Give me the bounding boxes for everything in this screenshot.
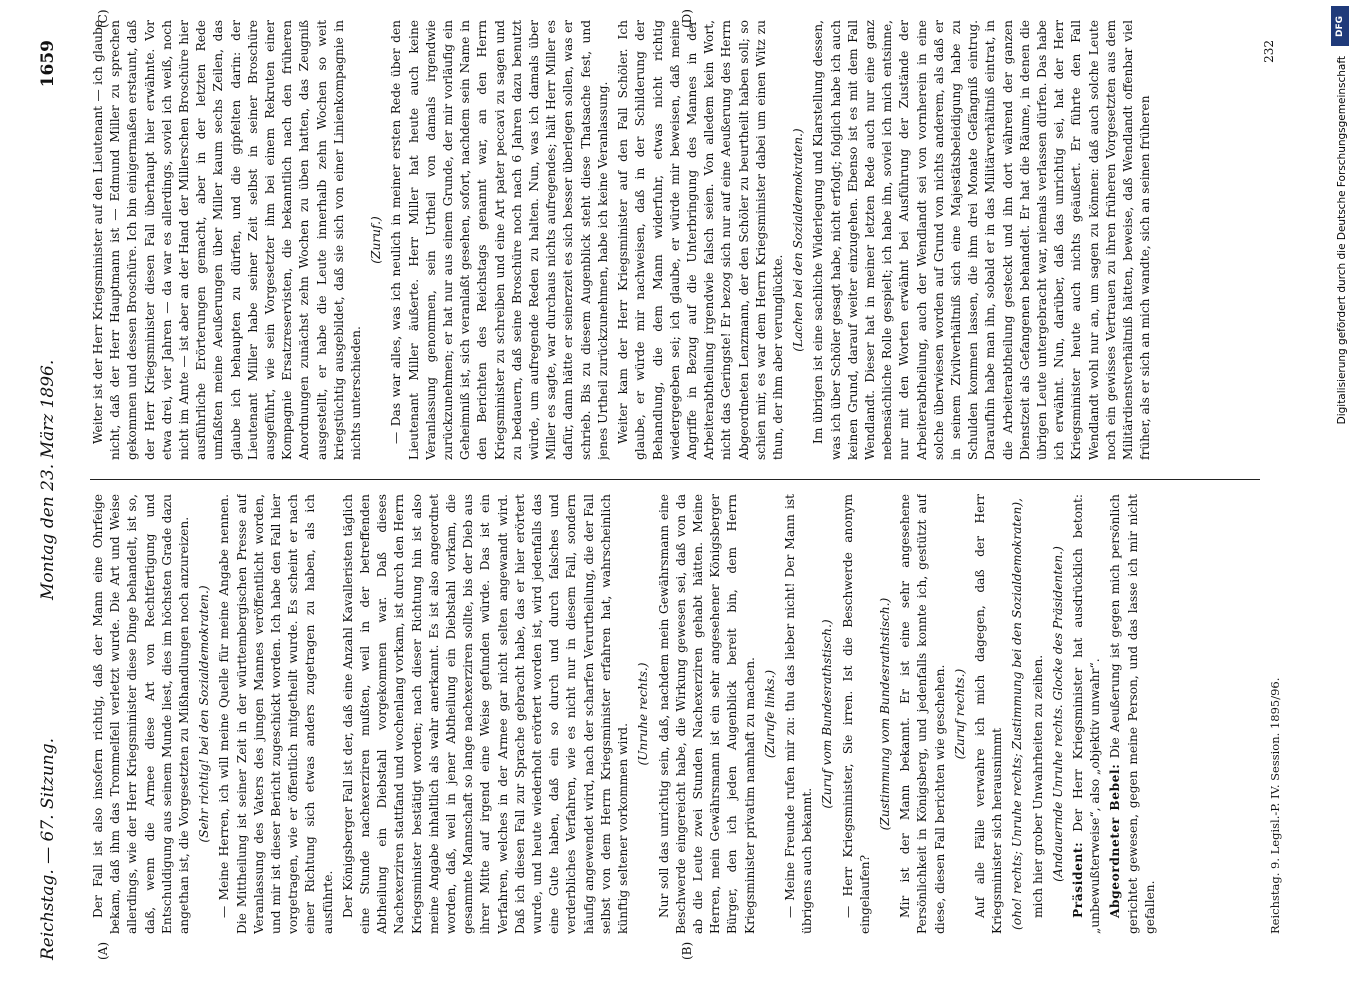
digitization-sidebar (1327, 0, 1353, 1000)
paragraph: mich hier grober Unwahrheiten zu zeihen. (1030, 654, 1045, 918)
paragraph: Im übrigen ist eine sachliche Widerlegung und Klarstellung dessen, was ich über Schöler gesagt habe, nicht erfolgt; folglich habe ich auch keinen Grund, darauf weiter einzugehen. Ebenso ist es mit dem Fall Wendlandt. Dieser hat in meiner letzten Rede auch nur eine ganz nebensächliche Rolle gespielt; ich habe ihn, soviel ich mich entsinne, nur mit den Worten erwähnt bei Ausführung der Zustände der Arbeiterabtheilung, auch der Wendlandt sei von vornherein in eine solche überwiesen worden auf Grund von nichts anderem, als daß er in seinem Zivilverhältniß sich eine Majestätsbeleidigung habe zu Schulden kommen lassen, die ihm drei Monate Gefängniß eintrug. Daraufhin habe man ihn, sobald er in das Militärverhältniß eintrat, in die Arbeiterabtheilung gesteckt und ihn dort während der ganzen Dienstzeit als Gefangenen behandelt. Er hat die Räume, in denen die übrigen Leute untergebracht war, niemals verlassen dürfen. Das habe ich erwähnt. Nun, darüber, daß das unrichtig sei, hat der Herr Kriegsminister heute auch nichts geäußert. Er führte den Fall Wendlandt wohl nur an, um sagen zu können: daß auch solche Leute noch ein gewisses Vertrauen zu ihren früheren Vorgesetzten aus dem Militärdienstverhältniß hätten, beweise, daß Wendlandt offenbar viel früher, als er sich an mich wandte, sich an seinen früheren (811, 20, 1153, 460)
header-date: Montag den 23. März 1896. (38, 359, 58, 600)
paragraph: Der Fall ist also insofern richtig, daß der Mann eine Ohrfeige bekam, daß ihm das Trommelfell verletzt wurde. Die Art und Weise allerdings, wie der Herr Kriegsminister diese Dinge behandelt, ist so, daß, wenn die Armee diese Art von Rechtfertigung und Entschuldigung aus seinem Munde liest, dies im höchsten Grade dazu angethan ist, die Vorgesetzten zu Mißhandlungen noch anzureizen. (91, 494, 192, 934)
interjection: (Lachen bei den Sozialdemokraten.) (791, 128, 806, 352)
interjection: (Andauernde Unruhe rechts. Glocke des Präsidenten.) (1050, 546, 1065, 882)
interjection: (oho! rechts; Unruhe rechts; Zustimmung bei den Sozialdemokraten), (1010, 498, 1025, 930)
paragraph: — Das war alles, was ich neulich in meiner ersten Rede über den Lieutenant Miller äußerte. Herr Miller hat heute auch keine Veranlassung genommen, sein Urtheil von damals irgendwie zurückzunehmen; er hat nur aus einem Grunde, der mir vorläufig ein Geheimniß ist, sich veranlaßt gesehen, sofort, nachdem sein Name in den Berichten des Reichstags genannt war, an den Herrn Kriegsminister zu schreiben und eine Art pater peccavi zu sagen und zu bedauern, daß seine Broschüre noch nach 6 Jahren dazu benutzt würde, um aufregende Reden zu halten. Nun, was ich damals über Miller es sagte, war durchaus nichts aufregendes; hält Herr Miller es dafür, dann hätte er seinerzeit es sich besser überlegen sollen, was er schrieb. Bis zu diesem Augenblick steht diese Thatsache fest, und jenes Urtheil zurückzunehmen, habe ich keine Veranlassung. (389, 20, 610, 460)
digitization-credit: Digitalisierung gefördert durch die Deutsche Forschungsgemeinschaft (1336, 56, 1348, 425)
page-header (18, 0, 72, 1000)
paragraph: — Meine Freunde rufen mir zu: thu das lieber nicht! Der Mann ist übrigens auch bekannt. (782, 494, 815, 934)
right-text-column (90, 20, 1250, 460)
margin-marker-a: (A) (96, 941, 110, 960)
paragraph: Mir ist der Mann bekannt. Er ist eine sehr angesehene Persönlichkeit in Königsberg, und jedenfalls konnte ich, gestützt auf diese, diesen Fall berichten wie geschehen. (898, 494, 947, 934)
paragraph: Auf alle Fälle verwahre ich mich dagegen, daß der Herr Kriegsminister sich herausnimmt (972, 494, 1005, 934)
paragraph: Nur soll das unrichtig sein, daß, nachdem mein Gewährsmann eine Beschwerde eingereicht habe, die Wirkung gewesen sei, daß von da ab die Leute zwei Stunden Nachexerziren gehabt hätten. Meine Herren, mein Gewährsmann ist ein sehr angesehener Königsberger Bürger, den ich jeden Augenblick bereit bin, dem Herrn Kriegsminister privatim namhaft zu machen. (656, 494, 757, 934)
paragraph: Weiter ist der Herr Kriegsminister auf den Lieutenant — ich glaube nicht, daß der Herr Hauptmann ist — Edmund Miller zu sprechen gekommen und dessen Broschüre. Ich bin einigermaßen erstaunt, daß der Herr Kriegsminister diesen Fall überhaupt hier erwähnte. Vor etwa drei, vier Jahren — da war es allerdings, soviel ich weiß, noch nicht im Amte — ist aber an der Hand der Millerschen Broschüre hier ausführliche Erörterungen gemacht, aber in der letzten Rede umfaßten meine Aeußerungen über Miller kaum sechs Zeilen, das glaube ich behaupten zu dürfen, und die gipfelten darin: der Lieutenant Miller habe seiner Zeit selbst in seiner Broschüre ausgeführt, wie sein Vorgesetzter ihm bei einem Rekruten einer Kompagnie Ersatzreservisten, die bekanntlich nach den früheren Anordnungen zunächst zehn Wochen zu üben hatten, das Zeugniß ausgestellt, er habe die Leute innerhalb zehn Wochen so weit kriegstüchtig ausgebildet, daß sie sich von einer Linienkompagnie in nichts unterschieden. (91, 20, 364, 460)
footer-session-info: Reichstag. 9. Legisl.-P. IV. Session. 1895/96. (1268, 677, 1282, 934)
speaker-name: Präsident: (1070, 841, 1085, 918)
paragraph: Weiter kam der Herr Kriegsminister auf den Fall Schöler. Ich glaube, er würde mir nachweisen, daß in der Schilderung der Behandlung, die dem Mann widerfuhr, etwas nicht richtig wiedergegeben sei; ich glaube, er würde mir beweisen, daß meine Angriffe in Bezug auf die Unterbringung des Mannes in der Arbeiterabtheilung irgendwie falsch seien. Von alledem kein Wort, nicht das Geringste! Er bezog sich nur auf eine Aeußerung des Herrn Abgeordneten Lenzmann, der den Schöler zu beurtheilt haben soll; so schien mir, es war dem Herrn Kriegsminister dabei um einen Witz zu thun, der ihm aber verunglückte. (616, 20, 785, 460)
margin-marker-c: (C) (96, 9, 110, 28)
speaker-name: Abgeordneter Bebel: (1108, 763, 1123, 918)
column-divider (90, 479, 1260, 480)
interjection: (Zuruf rechts.) (952, 668, 967, 760)
interjection: (Unruhe rechts.) (636, 662, 651, 766)
paragraph: Präsident: Der Herr Kriegsminister hat ausdrücklich betont: „unbewußterweise“, also „objektiv unwahr“. (1070, 494, 1103, 934)
footer-sheet-number: 232 (1262, 40, 1276, 63)
paragraph: — Herr Kriegsminister, Sie irren. Ist die Beschwerde anonym eingelaufen? (840, 494, 872, 934)
interjection: (Zustimmung vom Bundesrathstisch.) (877, 597, 892, 831)
interjection: (Zurufe links.) (762, 669, 777, 759)
margin-marker-d: (D) (680, 9, 694, 28)
dfg-logo: DFG (1331, 6, 1349, 46)
paragraph: Der Königsberger Fall ist der, daß eine Anzahl Kavalleristen täglich eine Stunde nachexerziren mußten, weil in der betreffenden Abtheilung ein Diebstahl vorgekommen war. Daß dieses Nachexerziren stattfand und wochenlang vorkam, ist durch den Herrn Kriegsminister bestätigt worden; nach dieser Richtung hin ist also meine Angabe inhaltlich als wahr anerkannt. Es ist also angeordnet worden, daß, weil in jener Abtheilung ein Diebstahl vorkam, die gesammte Mannschaft so lange nachexerziren sollte, bis der Dieb aus ihrer Mitte auf irgend eine Weise gefunden würde. Das ist ein Verfahren, welches in der Armee gar nicht selten angewandt wird. Daß ich diesen Fall zur Sprache gebracht habe, das er hier erörtert wurde, und heute wiederholt erörtert worden ist, wird jedenfalls das eine Gute haben, daß ein so durch und durch falsches und verderbliches Verfahren, wie es nicht nur in diesem Fall, sondern häufig angewendet wird, nach der scharfen Verurtheilung, die der Fall selbst von dem Herrn Kriegsminister erfahren hat, wahrscheinlich künftig seltener vorkommen wird. (340, 494, 631, 934)
left-text-column (90, 494, 1250, 934)
interjection: (Zuruf.) (369, 216, 384, 264)
interjection: (Zuruf vom Bundesrathstisch.) (820, 619, 835, 809)
paragraph: Abgeordneter Bebel: Die Aeußerung ist gegen mich persönlich gerichtet gewesen, gegen meine Person, und das lasse ich mir nicht gefallen. (1108, 494, 1157, 934)
header-page-number: 1659 (38, 40, 58, 88)
margin-marker-b: (B) (680, 941, 694, 960)
paragraph: — Meine Herren, ich will meine Quelle für meine Angabe nennen. Die Mittheilung ist seiner Zeit in der württembergischen Presse auf Veranlassung des Vaters des jungen Mannes veröffentlicht worden, und mir ist dieser Bericht zugeschickt worden. Ich habe den Fall hier vorgetragen, wie er öffentlich mitgetheilt wurde. Es scheint er nach einer Richtung sich etwas anders zugetragen zu haben, als ich ausführte. (217, 494, 335, 934)
header-session: Reichstag. — 67. Sitzung. (38, 737, 58, 960)
interjection: (Sehr richtig! bei den Sozialdemokraten.) (197, 585, 212, 843)
